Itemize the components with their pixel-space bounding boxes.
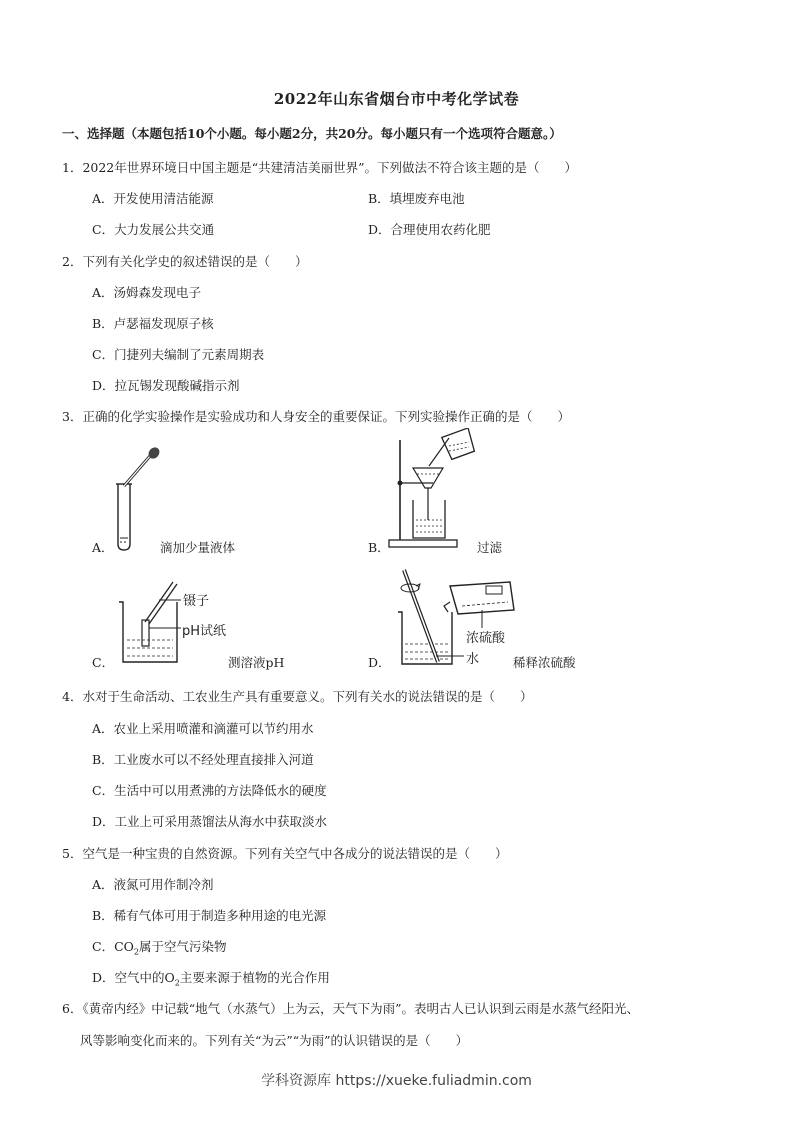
q3-option-a-text: 滴加少量液体 (160, 540, 236, 555)
q2-option-a: A．汤姆森发现电子 (92, 285, 202, 300)
q5-option-d-pre: D．空气中的O (92, 970, 175, 985)
dilution-figure (392, 566, 520, 670)
q2-option-b: B．卢瑟福发现原子核 (92, 316, 214, 331)
q5-stem: 5．空气是一种宝贵的自然资源。下列有关空气中各成分的说法错误的是（ ） (62, 846, 508, 861)
q3-option-b-letter: B． (368, 540, 390, 555)
q5-option-d-subscript: 2 (174, 978, 180, 988)
q2-stem: 2．下列有关化学史的叙述错误的是（ ） (62, 254, 308, 269)
q1-option-b: B．填埋废弃电池 (368, 191, 465, 206)
q3-option-d-letter: D． (368, 655, 391, 670)
q5-option-a: A．液氮可用作制冷剂 (92, 877, 214, 892)
q3-option-d-text: 稀释浓硫酸 (513, 655, 576, 670)
q6-stem-line1: 6．《黄帝内经》中记载“地气（水蒸气）上为云，天气下为雨”。表明古人已认识到云雨是水蒸气经阳光、 (62, 1001, 639, 1016)
q5-option-c-subscript: 2 (133, 947, 139, 957)
q4-option-d: D．工业上可采用蒸馏法从海水中获取淡水 (92, 814, 328, 829)
q3-option-c-letter: C． (92, 655, 115, 670)
ph-test-figure (115, 578, 185, 668)
q3-option-b-text: 过滤 (477, 540, 503, 555)
q5-option-d (92, 968, 330, 988)
q4-stem: 4．水对于生命活动、工农业生产具有重要意义。下列有关水的说法错误的是（ ） (62, 689, 533, 704)
q3-option-c-text: 测溶液pH (228, 655, 285, 670)
filtration-figure (385, 428, 485, 550)
q4-option-c: C．生活中可以用煮沸的方法降低水的硬度 (92, 783, 327, 798)
dropper-figure (110, 446, 170, 551)
page-footer: 学科资源库 https://xueke.fuliadmin.com (261, 1073, 532, 1089)
q1-option-d: D．合理使用农药化肥 (368, 222, 491, 237)
section-heading: 一、选择题（本题包括10个小题。每小题2分，共20分。每小题只有一个选项符合题意。） (62, 126, 562, 141)
water-label: 水 (466, 652, 480, 667)
tweezers-label: 镊子 (183, 594, 210, 609)
q1-option-a: A．开发使用清洁能源 (92, 191, 214, 206)
q4-option-b: B．工业废水可以不经处理直接排入河道 (92, 752, 314, 767)
q2-option-c: C．门捷列夫编制了元素周期表 (92, 347, 265, 362)
page-title: 2022年山东省烟台市中考化学试卷 (273, 90, 520, 108)
q6-stem-line2: 风等影响变化而来的。下列有关“为云”“为雨”的认识错误的是（ ） (80, 1033, 469, 1048)
q5-option-c-pre: C．CO (92, 939, 134, 954)
q1-stem: 1．2022年世界环境日中国主题是“共建清洁美丽世界”。下列做法不符合该主题的是（ ） (62, 160, 578, 175)
concentrated-acid-label: 浓硫酸 (466, 631, 506, 646)
q5-option-c-post: 属于空气污染物 (138, 939, 227, 954)
q3-stem: 3．正确的化学实验操作是实验成功和人身安全的重要保证。下列实验操作正确的是（ ） (62, 409, 570, 424)
ph-paper-label: pH试纸 (182, 624, 227, 639)
q5-option-d-post: 主要来源于植物的光合作用 (179, 970, 330, 985)
q2-option-d: D．拉瓦锡发现酸碱指示剂 (92, 378, 240, 393)
q5-option-b: B．稀有气体可用于制造多种用途的电光源 (92, 908, 327, 923)
q4-option-a: A．农业上采用喷灌和滴灌可以节约用水 (92, 721, 314, 736)
q3-option-a-letter: A． (92, 540, 114, 555)
q5-option-c (92, 937, 227, 957)
q1-option-c: C．大力发展公共交通 (92, 222, 215, 237)
